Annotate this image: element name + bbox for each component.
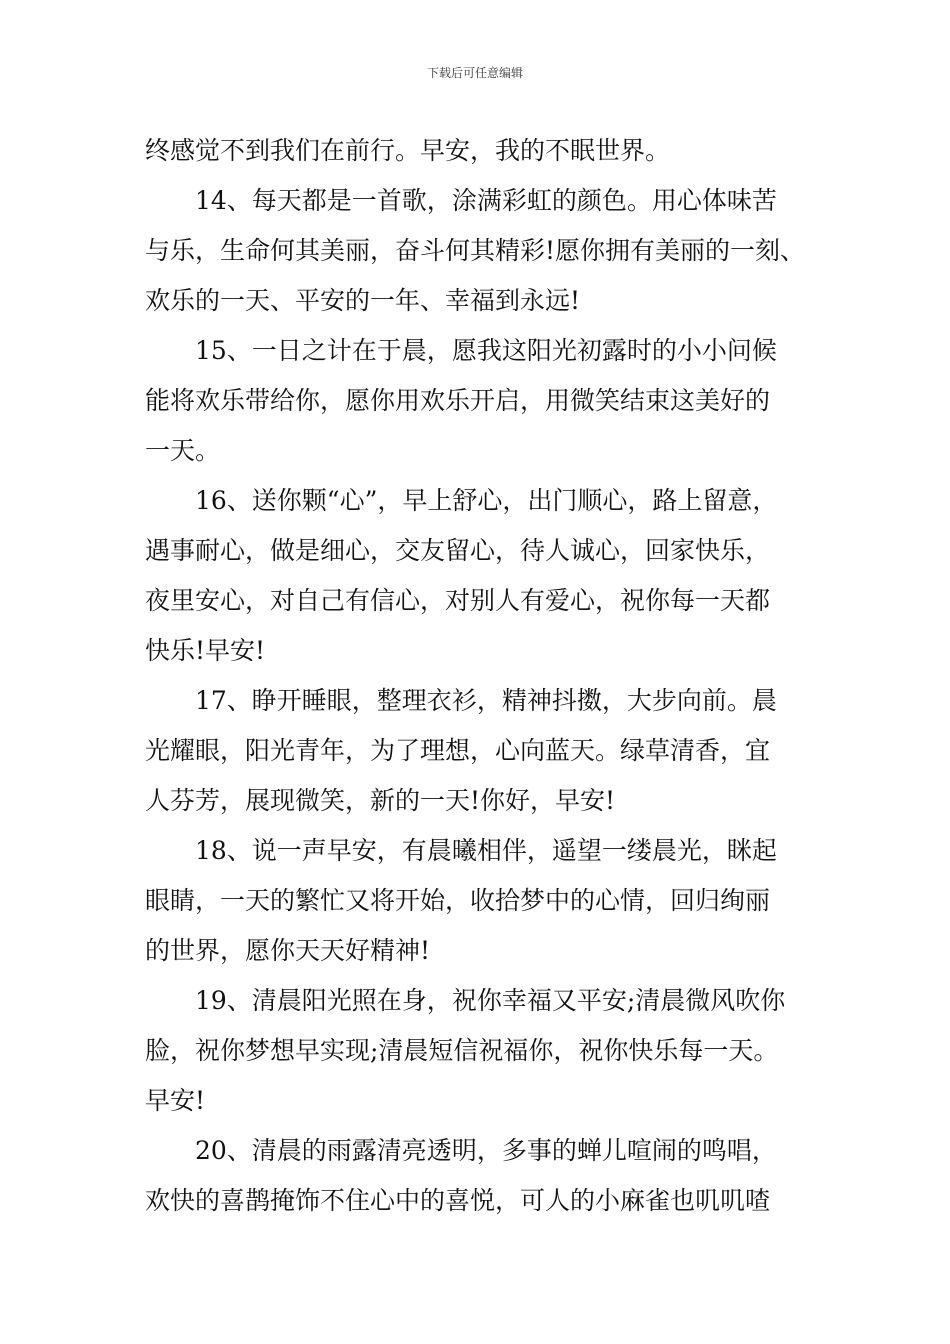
text-line: 快乐!早安! <box>145 636 266 665</box>
text-line: 18、说一声早安，有晨曦相伴，遥望一缕晨光，眯起 <box>145 836 777 865</box>
text-line: 早安! <box>145 1086 206 1115</box>
text-line: 17、睁开睡眼，整理衣衫，精神抖擞，大步向前。晨 <box>145 686 777 715</box>
text-line: 20、清晨的雨露清亮透明，多事的蝉儿喧闹的鸣唱， <box>145 1136 777 1165</box>
text-line: 15、一日之计在于晨，愿我这阳光初露时的小小问候 <box>145 336 777 365</box>
text-line: 欢乐的一天、平安的一年、幸福到永远! <box>145 286 581 315</box>
text-line: 终感觉不到我们在前行。早安，我的不眠世界。 <box>145 136 671 165</box>
text-line: 脸，祝你梦想早实现;清晨短信祝福你，祝你快乐每一天。 <box>145 1036 779 1065</box>
text-line: 的世界，愿你天天好精神! <box>145 936 431 965</box>
text-line: 与乐，生命何其美丽，奋斗何其精彩!愿你拥有美丽的一刻、 <box>145 236 806 265</box>
text-line: 光耀眼，阳光青年，为了理想，心向蓝天。绿草清香，宜 <box>145 736 771 765</box>
text-line: 人芬芳，展现微笑，新的一天!你好，早安! <box>145 786 616 815</box>
text-line: 眼睛，一天的繁忙又将开始，收拾梦中的心情，回归绚丽 <box>145 886 771 915</box>
text-line: 19、清晨阳光照在身，祝你幸福又平安;清晨微风吹你 <box>145 986 786 1015</box>
text-line: 一天。 <box>145 436 221 465</box>
text-line: 遇事耐心，做是细心，交友留心，待人诚心，回家快乐， <box>145 536 771 565</box>
body-text <box>145 126 825 1226</box>
text-line: 能将欢乐带给你，愿你用欢乐开启，用微笑结束这美好的 <box>145 386 771 415</box>
text-line: 夜里安心，对自己有信心，对别人有爱心，祝你每一天都 <box>145 586 771 615</box>
page-header: 下载后可任意编辑 <box>426 66 523 80</box>
text-line: 欢快的喜鹊掩饰不住心中的喜悦，可人的小麻雀也叽叽喳 <box>145 1186 771 1215</box>
text-line: 14、每天都是一首歌，涂满彩虹的颜色。用心体味苦 <box>145 186 777 215</box>
text-line: 16、送你颗“心”，早上舒心，出门顺心，路上留意， <box>145 486 778 515</box>
